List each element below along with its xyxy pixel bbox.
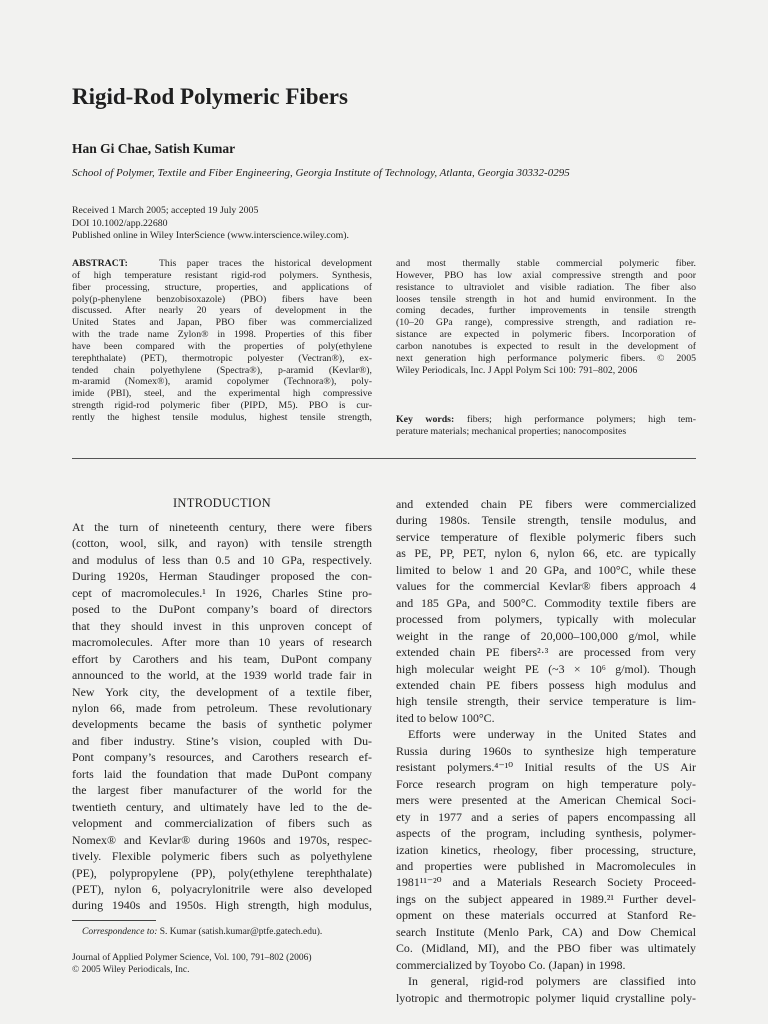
- abstract-line: discussed. After nearly 20 years of development in the: [72, 305, 372, 317]
- abstract-line: However, PBO has low axial compressive strength and poor: [396, 269, 696, 281]
- body-line: nylon 66, made from petroleum. These revolutionary: [72, 700, 372, 715]
- journal-citation: Journal of Applied Polymer Science, Vol. 100, 791–802 (2006): [72, 953, 312, 963]
- abstract-line: have been compared with the properties of poly(ethylene: [72, 340, 372, 352]
- body-line: opment on these materials occurred at Stanford Re-: [396, 908, 696, 923]
- introduction-heading: INTRODUCTION: [172, 496, 272, 510]
- body-line: lyotropic and thermotropic polymer liquid crystalline poly-: [396, 990, 696, 1005]
- body-line: Pont company’s resources, and Carothers research ef-: [72, 750, 372, 765]
- abstract-line: fiber processing, structure, properties, and applications of: [72, 281, 372, 293]
- published-online-line: Published online in Wiley InterScience (www.interscience.wiley.com).: [72, 230, 350, 241]
- body-line: In general, rigid-rod polymers are classified into: [408, 974, 696, 989]
- body-line: posed to the DuPont company’s board of directors: [72, 602, 372, 617]
- body-line: during 1940s and 1950s. High strength, high modulus,: [72, 898, 372, 913]
- paper-title: Rigid-Rod Polymeric Fibers: [72, 84, 348, 109]
- body-line: that they should invest in this unproven concept of: [72, 618, 372, 633]
- abstract-line: Wiley Periodicals, Inc. J Appl Polym Sci 100: 791–802, 2006: [396, 364, 638, 376]
- body-line: velopment and commercialization of fibers such as: [72, 816, 372, 831]
- abstract-line: resistance to ultraviolet and visible radiation. The fiber also: [396, 281, 696, 293]
- abstract-line: ABSTRACT: This paper traces the historical development: [72, 258, 373, 269]
- body-line: developments became the basis of synthetic polymer: [72, 717, 372, 732]
- keywords-line: Key words: fibers; high performance polymers; high tem-: [396, 414, 696, 425]
- body-line: Russia during 1960s to synthesize high temperature: [396, 743, 696, 758]
- abstract-line: (10–20 GPa range), compressive strength, and radiation re-: [396, 317, 696, 329]
- abstract-line: rently the highest tensile modulus, highest tensile strength,: [72, 411, 372, 423]
- doi-line: DOI 10.1002/app.22680: [72, 217, 168, 229]
- body-line: and extended chain PE fibers were commercialized: [396, 497, 696, 511]
- abstract-line: looses tensile strength in hot and humid environment. In the: [396, 293, 696, 305]
- abstract-line: coming decades, further improvements in tensile strength: [396, 305, 696, 317]
- correspondence-label: Correspondence to:: [82, 927, 158, 937]
- keywords-line: perature materials; mechanical properties; nanocomposites: [396, 425, 627, 437]
- body-line: limited to below 1 and 20 GPa, and 100°C, while these: [396, 562, 696, 577]
- received-line: Received 1 March 2005; accepted 19 July 2005: [72, 205, 259, 216]
- body-line: Efforts were underway in the United States and: [408, 727, 696, 742]
- abstract-label: ABSTRACT:: [72, 258, 128, 269]
- body-line: resistant polymers.⁴⁻¹⁰ Initial results of the US Air: [396, 760, 696, 775]
- abstract-right-column: [396, 258, 696, 376]
- body-line: twentieth century, and ultimately have led to the de-: [72, 799, 372, 814]
- body-line: and modulus of less than 0.5 and 10 GPa, respectively.: [72, 552, 372, 567]
- body-line: as PE, PP, PET, nylon 6, nylon 66, etc. are typically: [396, 546, 696, 561]
- body-line: (PE), polypropylene (PP), poly(ethylene terephthalate): [72, 865, 372, 880]
- body-line: ings on the subject appeared in 1989.²¹ Further devel-: [396, 891, 696, 906]
- body-line: New York city, the development of a textile fiber,: [72, 684, 372, 699]
- body-line: effort by Carothers and his team, DuPont company: [72, 651, 372, 666]
- body-line: ety in 1977 and a series of papers encompassing all: [396, 809, 696, 824]
- abstract-line: poly(p-phenylene benzobisoxazole) (PBO) fibers have been: [72, 293, 372, 305]
- body-line: commercialized by Toyobo Co. (Japan) in 1998.: [396, 957, 626, 972]
- abstract-line: carbon nanotubes is expected to result in the development of: [396, 340, 696, 352]
- body-line: ization kinetics, rheology, fiber processing, structure,: [396, 842, 696, 857]
- authors: Han Gi Chae, Satish Kumar: [72, 141, 236, 156]
- body-line: aspects of the program, including synthesis, polymer-: [396, 826, 696, 841]
- section-divider: [72, 458, 696, 459]
- abstract-line: with the trade name Zylon® in 1998. Properties of this fiber: [72, 329, 372, 341]
- abstract-line: imide (PBI), steel, and the experimental high compressive: [72, 388, 372, 400]
- abstract-line: m-aramid (Nomex®), aramid copolymer (Technora®), poly-: [72, 376, 372, 388]
- body-line: values for the commercial Kevlar® fibers approach 4: [396, 579, 696, 594]
- body-line: extended chain PE fibers possess high modulus and: [396, 677, 696, 692]
- body-line: 1981¹¹⁻²⁰ and a Materials Research Society Proceed-: [396, 875, 696, 890]
- body-line: weight in the range of 20,000–100,000 g/mol, while: [396, 628, 696, 643]
- body-line: the largest fiber manufacturer of the world for the: [72, 783, 372, 798]
- body-line: (PET), nylon 6, polyacrylonitrile were also developed: [72, 881, 372, 896]
- body-left-column: [72, 519, 372, 914]
- body-line: At the turn of nineteenth century, there were fibers: [72, 520, 372, 534]
- body-line: Co. (Midland, MI), and the PBO fiber was ultimately: [396, 941, 696, 956]
- keywords-label: Key words:: [396, 414, 455, 425]
- body-right-column: [396, 496, 696, 1006]
- abstract-line: next generation high performance polymeric fibers. © 2005: [396, 352, 696, 364]
- publication-history: [72, 205, 349, 243]
- abstract-left-column: [72, 258, 372, 424]
- copyright: © 2005 Wiley Periodicals, Inc.: [72, 964, 190, 975]
- correspondence-footnote: [72, 927, 372, 939]
- body-line: high tensile strength, their service temperature is lim-: [396, 694, 696, 709]
- correspondence-text: S. Kumar (satish.kumar@ptfe.gatech.edu).: [159, 927, 323, 937]
- body-line: high molecular weight PE (~3 × 10⁶ g/mol). Though: [396, 661, 696, 676]
- journal-info: [72, 953, 372, 977]
- abstract-line: sistance are expected in polymeric fibers. Incorporation of: [396, 329, 696, 341]
- body-line: search Institute (Menlo Park, CA) and Dow Chemical: [396, 924, 696, 939]
- body-line: During 1920s, Herman Staudinger proposed the con-: [72, 569, 372, 584]
- keywords: [396, 414, 696, 438]
- affiliation: School of Polymer, Textile and Fiber Engineering, Georgia Institute of Technology, Atlanta, Georgia 30332-0295: [72, 167, 570, 179]
- abstract-line: of high temperature resistant rigid-rod polymers. Synthesis,: [72, 269, 372, 281]
- abstract-line: strength rigid-rod polymeric fiber (PIPD, M5). PBO is cur-: [72, 400, 372, 412]
- body-line: during 1980s. Tensile strength, tensile modulus, and: [396, 513, 696, 528]
- body-line: forts laid the foundation that made DuPont company: [72, 766, 372, 781]
- body-line: processed from polymers, typically with molecular: [396, 612, 696, 627]
- body-line: extended chain PE fibers²·³ are processed from very: [396, 645, 696, 660]
- body-line: macromolecules. After more than 10 years of research: [72, 635, 372, 650]
- abstract-line: tended chain polyethylene (Spectra®), p-aramid (Kevlar®),: [72, 364, 372, 376]
- abstract-line: terephthalate) (PET), thermotropic polyester (Vectran®), ex-: [72, 352, 372, 364]
- body-line: announced to the world, at the 1939 world trade fair in: [72, 668, 372, 683]
- body-line: tively. Flexible polymeric fibers such as polyethylene: [72, 849, 372, 864]
- body-line: and properties were published in Macromolecules in: [396, 858, 696, 873]
- abstract-line: United States and Japan, PBO fiber was commercialized: [72, 317, 372, 329]
- body-line: and 185 GPa, and 500°C. Commodity textile fibers are: [396, 595, 696, 610]
- body-line: and fiber industry. Stine’s vision, coupled with Du-: [72, 733, 372, 748]
- body-line: service temperature of flexible polymeric fibers such: [396, 529, 696, 544]
- body-line: cept of macromolecules.¹ In 1926, Charles Stine pro-: [72, 585, 372, 600]
- abstract-line: and most thermally stable commercial polymeric fiber.: [396, 258, 696, 269]
- body-line: ited to below 100°C.: [396, 710, 495, 725]
- body-line: Nomex® and Kevlar® during 1960s and 1970s, respec-: [72, 832, 372, 847]
- footnote-divider: [72, 920, 156, 921]
- body-line: (cotton, wool, silk, and rayon) with tensile strength: [72, 536, 372, 551]
- body-line: Force research program on high temperature poly-: [396, 776, 696, 791]
- body-line: mers were presented at the American Chemical Soci-: [396, 793, 696, 808]
